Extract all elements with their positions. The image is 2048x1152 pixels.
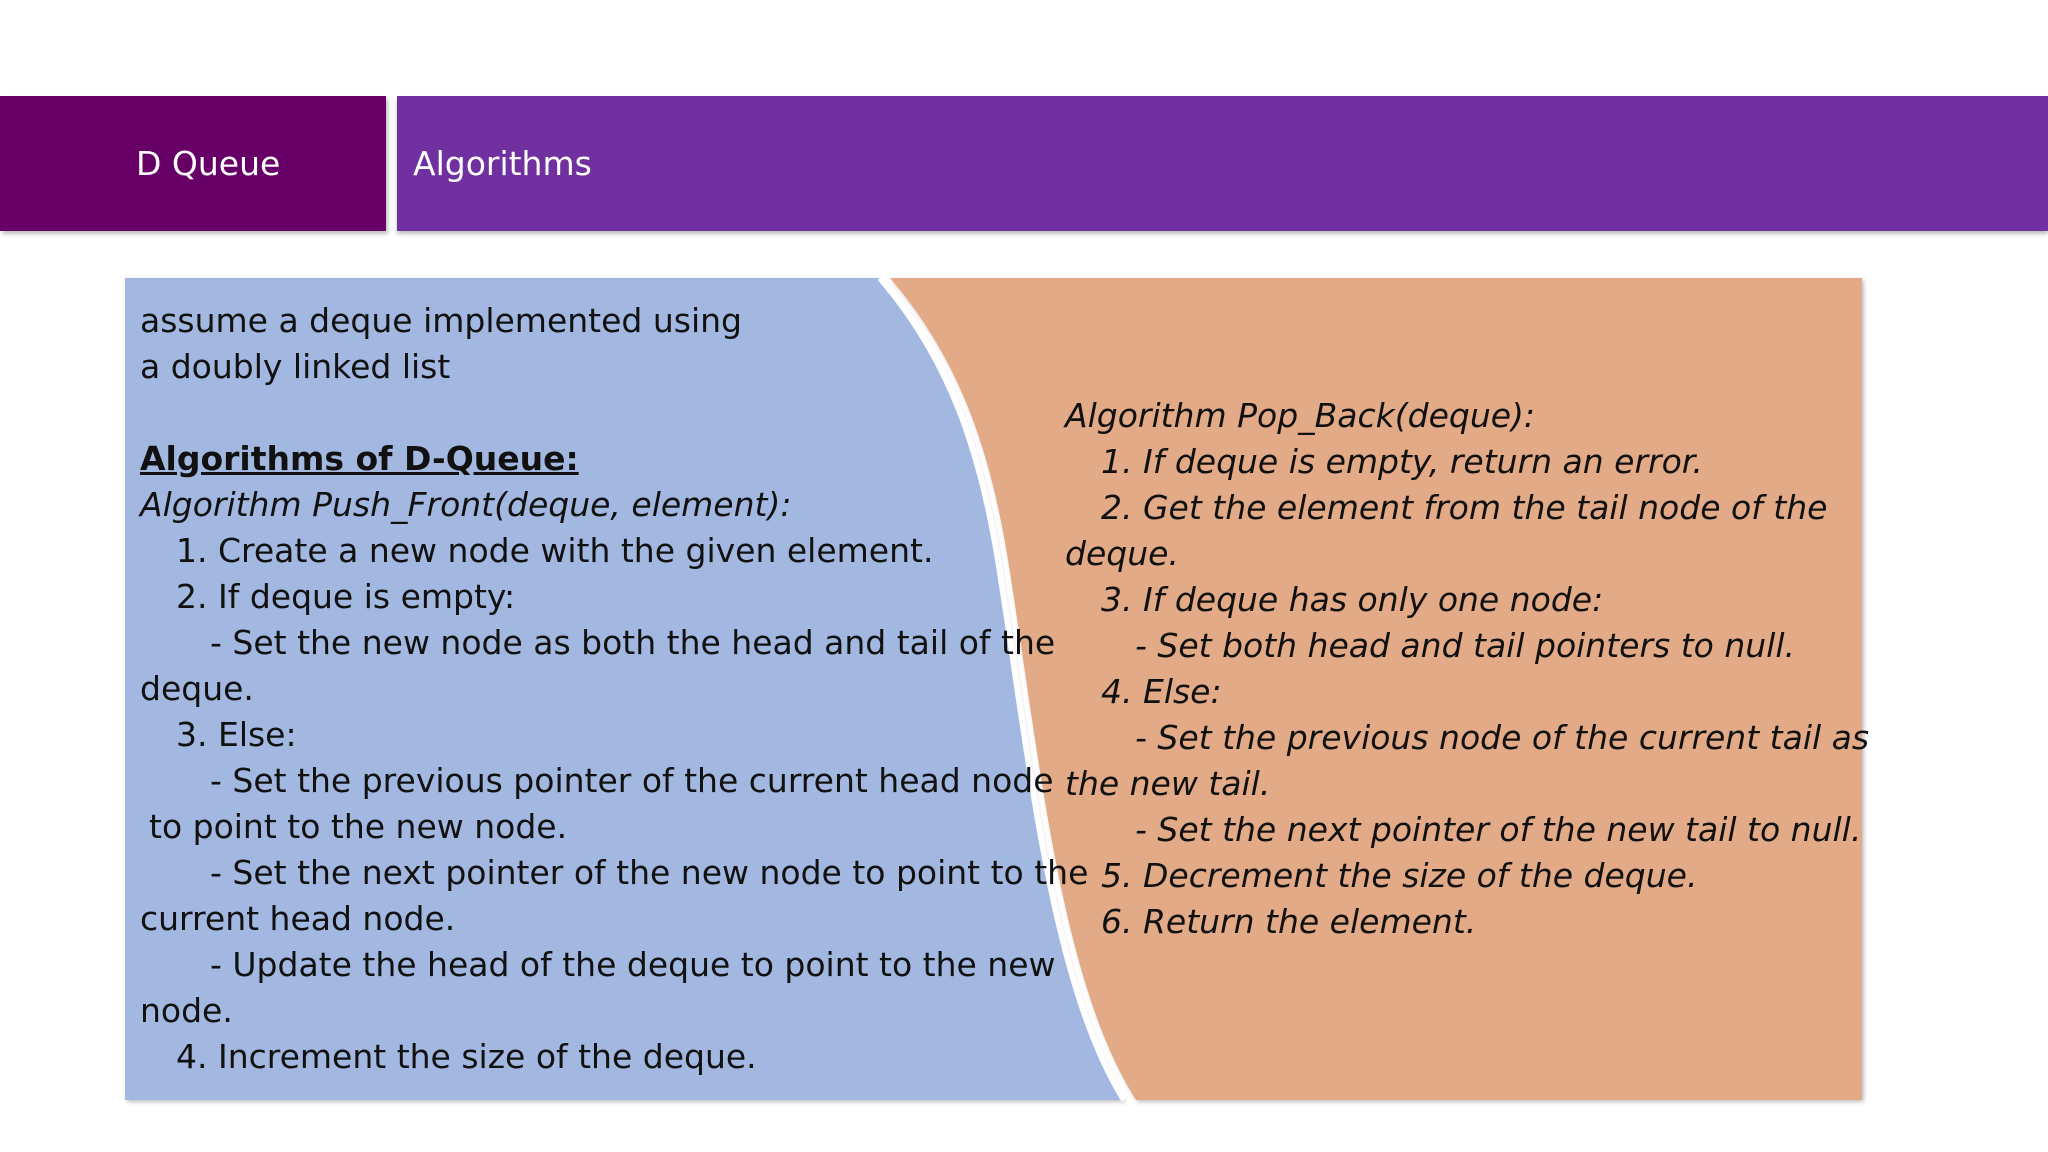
algorithm-step: 1. Create a new node with the given element. xyxy=(176,531,934,570)
left-panel-text xyxy=(140,298,1088,1080)
algorithm-step: 3. If deque has only one node: xyxy=(1101,580,1604,619)
right-panel-text xyxy=(1065,393,1869,945)
algorithm-step: 3. Else: xyxy=(176,715,297,754)
intro-line: a doubly linked list xyxy=(140,347,451,386)
algorithm-substep: current head node. xyxy=(140,899,456,938)
algorithm-step: 6. Return the element. xyxy=(1101,902,1477,941)
slide-title: Algorithms xyxy=(413,144,592,183)
algorithm-step: deque. xyxy=(1065,534,1179,573)
algorithm-step: 1. If deque is empty, return an error. xyxy=(1101,442,1703,481)
algorithm-substep: - Set the next pointer of the new node to point to the xyxy=(210,853,1089,892)
algorithm-step: 4. Else: xyxy=(1101,672,1222,711)
algorithm-step: 2. If deque is empty: xyxy=(176,577,516,616)
algorithm-substep: - Set both head and tail pointers to null. xyxy=(1135,626,1795,665)
algorithm-substep: - Set the next pointer of the new tail to null. xyxy=(1135,810,1862,849)
algorithm-substep: deque. xyxy=(140,669,254,708)
algorithm-substep: - Set the previous pointer of the current head node xyxy=(210,761,1054,800)
algorithm-substep: the new tail. xyxy=(1065,764,1271,803)
intro-line: assume a deque implemented using xyxy=(140,301,742,340)
spacer xyxy=(140,390,1088,436)
algorithm-substep: - Update the head of the deque to point to the new xyxy=(210,945,1056,984)
algorithm-title: Algorithm Pop_Back(deque): xyxy=(1065,396,1536,435)
algorithm-substep: - Set the previous node of the current tail as xyxy=(1135,718,1870,757)
algorithm-step: 5. Decrement the size of the deque. xyxy=(1101,856,1698,895)
algorithm-title: Algorithm Push_Front(deque, element): xyxy=(140,485,792,524)
algorithm-substep: node. xyxy=(140,991,233,1030)
section-label: D Queue xyxy=(136,144,281,183)
algorithm-substep: - Set the new node as both the head and tail of the xyxy=(210,623,1056,662)
section-heading: Algorithms of D-Queue: xyxy=(140,439,579,478)
algorithm-step: 4. Increment the size of the deque. xyxy=(176,1037,757,1076)
algorithm-substep: to point to the new node. xyxy=(149,807,568,846)
algorithm-step: 2. Get the element from the tail node of the xyxy=(1101,488,1828,527)
